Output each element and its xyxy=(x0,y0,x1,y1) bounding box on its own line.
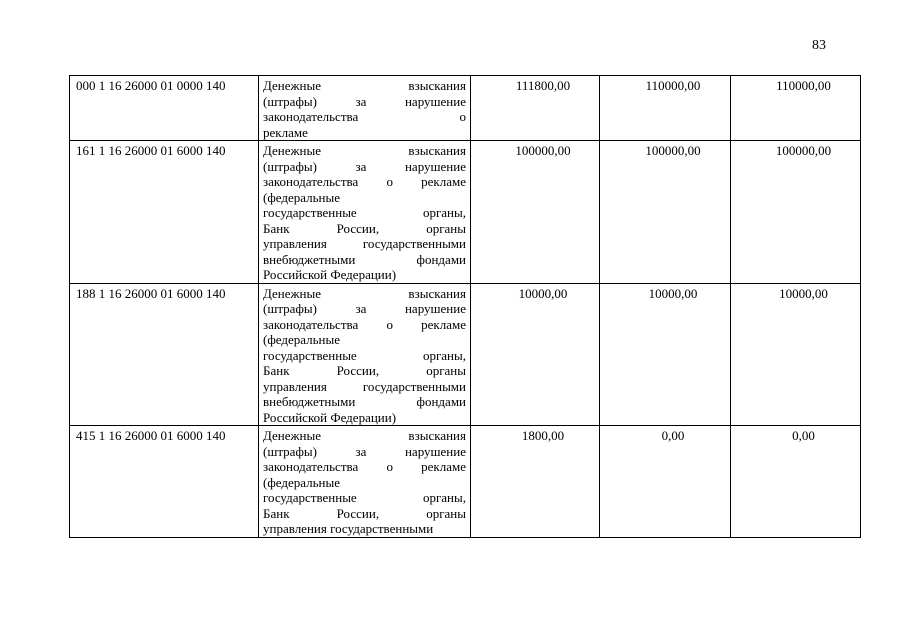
description-line: внебюджетными фондами xyxy=(263,251,466,267)
table-body xyxy=(70,76,861,538)
page-number: 83 xyxy=(812,38,826,53)
budget-classification-code: 000 1 16 26000 01 0000 140 xyxy=(70,76,259,141)
description-line: управления государственными xyxy=(263,236,466,251)
description-line: законодательства о xyxy=(263,109,466,124)
table-row xyxy=(70,283,861,426)
amount-cell-1 xyxy=(471,426,600,538)
revenue-description xyxy=(259,76,471,141)
amount-cell-1 xyxy=(471,141,600,284)
amount-value: 110000,00 xyxy=(776,78,831,93)
amount-value: 111800,00 xyxy=(515,78,571,93)
amount-cell-3 xyxy=(731,76,861,141)
description-line: рекламе xyxy=(263,124,308,140)
amount-cell-1 xyxy=(471,283,600,426)
description-line: законодательства о рекламе xyxy=(263,459,466,474)
description-line: Денежные взыскания xyxy=(263,143,466,158)
amount-cell-3 xyxy=(731,426,861,538)
description-line: Денежные взыскания xyxy=(263,78,466,93)
description-line: (штрафы) за нарушение xyxy=(263,158,466,174)
amount-value: 100000,00 xyxy=(775,143,832,158)
description-line: законодательства о рекламе xyxy=(263,316,466,332)
budget-classification-code: 415 1 16 26000 01 6000 140 xyxy=(70,426,259,538)
amount-cell-2 xyxy=(600,283,731,426)
description-line: Российской Федерации) xyxy=(263,267,397,282)
description-line: Российской Федерации) xyxy=(263,409,397,425)
revenue-description xyxy=(259,283,471,426)
description-line: управления государственными xyxy=(263,521,434,536)
amount-value: 0,00 xyxy=(661,428,685,443)
description-line: (штрафы) за нарушение xyxy=(263,301,466,316)
description-line: (федеральные xyxy=(263,189,340,205)
budget-revenue-table xyxy=(69,75,861,538)
budget-classification-code: 188 1 16 26000 01 6000 140 xyxy=(70,283,259,426)
description-line: (федеральные xyxy=(263,474,340,490)
description-line: Денежные взыскания xyxy=(263,285,466,301)
revenue-description xyxy=(259,426,471,538)
description-line: государственные органы, xyxy=(263,347,466,363)
amount-value: 1800,00 xyxy=(521,428,565,443)
description-line: Денежные взыскания xyxy=(263,428,466,443)
amount-cell-2 xyxy=(600,426,731,538)
table-row xyxy=(70,76,861,141)
description-line: Банк России, органы xyxy=(263,505,466,521)
amount-value: 0,00 xyxy=(792,428,815,443)
amount-cell-3 xyxy=(731,141,861,284)
amount-value: 110000,00 xyxy=(645,78,701,93)
description-line: Банк России, органы xyxy=(263,363,466,378)
amount-value: 10000,00 xyxy=(648,285,698,301)
table-row xyxy=(70,426,861,538)
description-line: (федеральные xyxy=(263,332,340,347)
amount-value: 10000,00 xyxy=(518,285,568,301)
amount-cell-3 xyxy=(731,283,861,426)
description-line: государственные органы, xyxy=(263,490,466,505)
amount-value: 100000,00 xyxy=(515,143,571,158)
amount-value: 10000,00 xyxy=(779,285,828,301)
description-line: государственные органы, xyxy=(263,205,466,220)
description-line: законодательства о рекламе xyxy=(263,174,466,189)
description-line: Банк России, органы xyxy=(263,220,466,236)
description-line: (штрафы) за нарушение xyxy=(263,93,466,109)
amount-cell-2 xyxy=(600,76,731,141)
description-line: внебюджетными фондами xyxy=(263,394,466,409)
amount-value: 100000,00 xyxy=(645,143,701,158)
description-line: (штрафы) за нарушение xyxy=(263,443,466,459)
amount-cell-2 xyxy=(600,141,731,284)
description-line: управления государственными xyxy=(263,378,466,394)
table-row xyxy=(70,141,861,284)
amount-cell-1 xyxy=(471,76,600,141)
revenue-description xyxy=(259,141,471,284)
budget-classification-code: 161 1 16 26000 01 6000 140 xyxy=(70,141,259,284)
